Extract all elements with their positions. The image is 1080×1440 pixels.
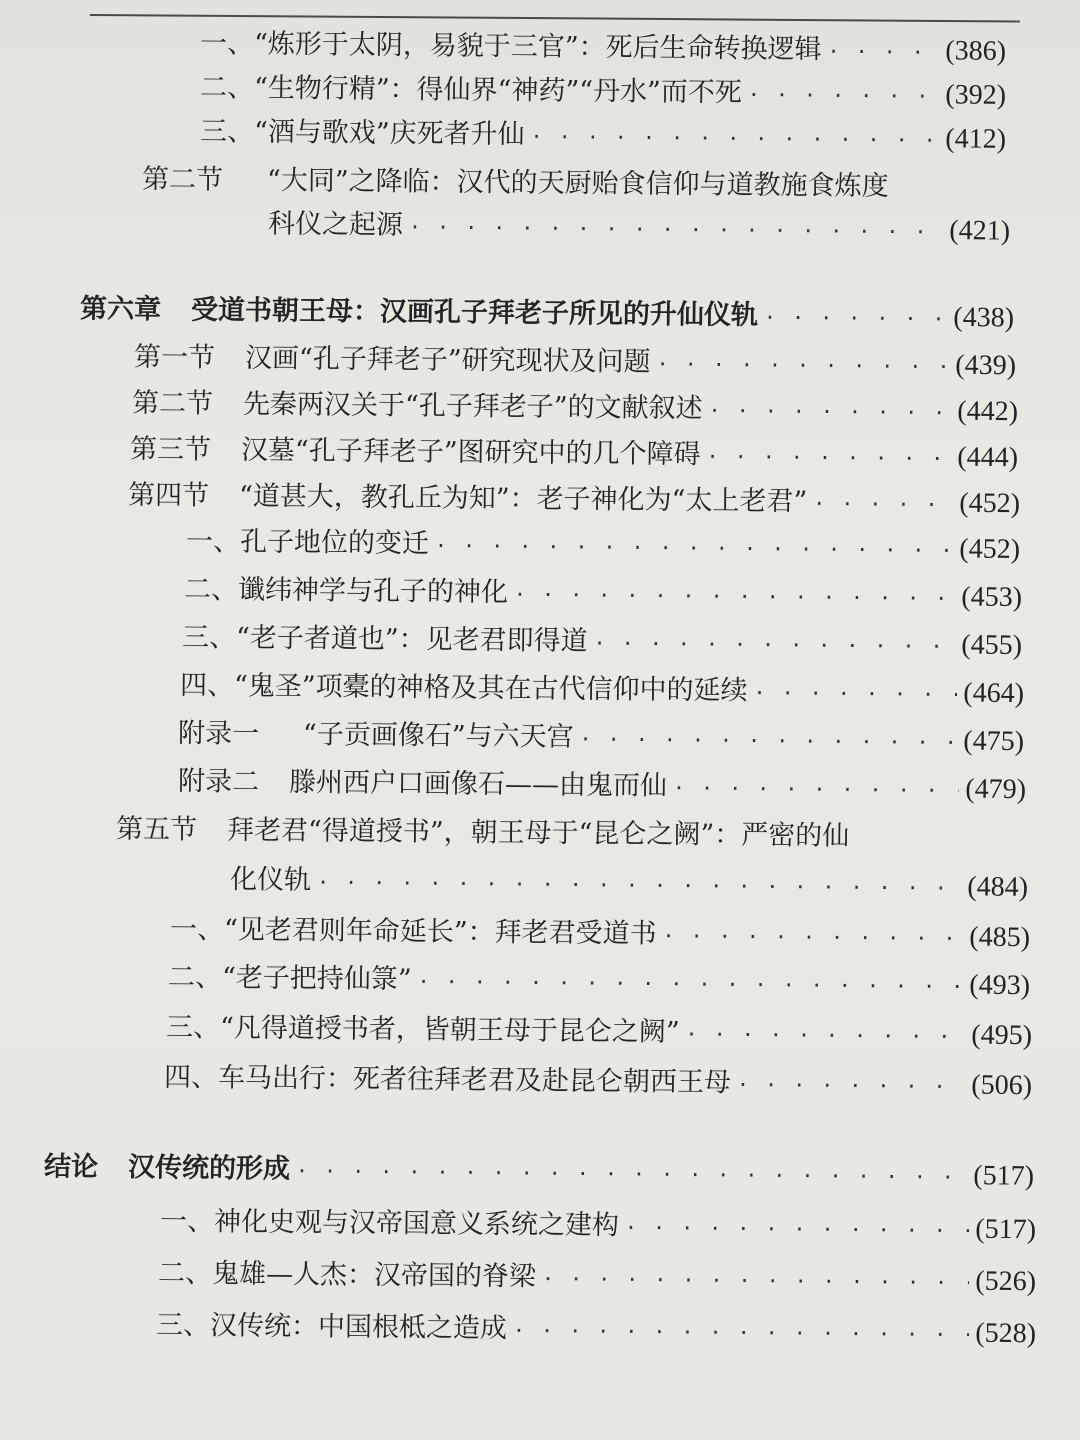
dot-leader — [662, 914, 963, 961]
toc-entry-continuation — [268, 202, 1010, 253]
toc-entry-page: (439) — [955, 349, 1017, 382]
toc-entry-continuation — [230, 858, 1028, 910]
dot-leader — [514, 572, 956, 620]
toc-chapter-heading — [44, 1145, 1034, 1199]
toc-entry-label: 三、 — [165, 1011, 221, 1044]
toc-entry-label: 附录一 — [177, 717, 260, 750]
dot-leader — [748, 72, 940, 118]
toc-entry-title: 孔子地位的变迁 — [239, 526, 430, 560]
toc-entry-title: “炼形于太阴，易貌于三官”：死后生命转换逻辑 — [253, 28, 822, 66]
toc-entry-title: 科仪之起源 — [267, 208, 404, 241]
toc-entry-page: (526) — [975, 1265, 1037, 1298]
toc-entry-page: (438) — [953, 301, 1015, 334]
toc-entry — [160, 1200, 1036, 1252]
toc-entry-page: (517) — [975, 1213, 1037, 1246]
toc-entry — [170, 908, 1030, 960]
toc-entry-label: 一、 — [199, 28, 255, 60]
toc-entry-title: 化仪轨 — [229, 864, 312, 896]
toc-entry-page: (455) — [961, 629, 1023, 662]
dot-leader — [417, 959, 963, 1008]
dot-leader — [542, 1256, 970, 1304]
toc-entry-page: (479) — [965, 773, 1027, 806]
toc-entry-title: 先秦两汉关于“孔子拜老子”的文献叙述 — [242, 388, 703, 425]
toc-entry-label: 第四节 — [127, 479, 210, 512]
toc-entry-page: (444) — [957, 441, 1019, 474]
toc-entry — [178, 760, 1026, 812]
toc-entry-label: 二、 — [199, 72, 255, 104]
toc-entry-title: “老子者道也”：见老君即得道 — [235, 622, 588, 657]
toc-entry — [184, 568, 1022, 620]
toc-entry-label: 三、 — [199, 116, 255, 148]
dot-leader — [656, 342, 949, 389]
toc-entry-page: (517) — [973, 1160, 1035, 1192]
toc-entry-title: 汉传统的形成 — [127, 1152, 291, 1185]
toc-entry-page: (528) — [975, 1317, 1037, 1350]
toc-entry-page: (412) — [945, 123, 1007, 155]
toc-entry-label: 一、 — [169, 913, 225, 946]
dot-leader — [753, 670, 957, 716]
toc-chapter-heading — [80, 288, 1014, 341]
toc-entry-page: (475) — [963, 725, 1025, 758]
toc-entry-page: (452) — [959, 487, 1021, 520]
toc-entry-label: 四、 — [163, 1061, 219, 1094]
dot-leader — [593, 621, 955, 668]
toc-entry-title: 车马出行：死者往拜老君及赴昆仑朝西王母 — [217, 1062, 732, 1099]
toc-entry-page: (464) — [963, 677, 1025, 710]
dot-leader — [673, 766, 960, 813]
toc-entry-title: 滕州西户口画像石——由鬼而仙 — [288, 766, 668, 802]
toc-entry-page: (485) — [969, 921, 1031, 954]
toc-entry — [178, 712, 1024, 764]
dot-leader — [530, 114, 939, 162]
dot-leader — [708, 388, 951, 434]
toc-entry-title: 受道书朝王母：汉画孔子拜老子所见的升仙仪轨 — [190, 294, 759, 332]
toc-entry-title: “生物行精”：得仙界“神药”“丹水”而不死 — [253, 72, 742, 109]
dot-leader — [625, 1205, 970, 1252]
toc-entry — [128, 474, 1020, 527]
toc-entry-page: (386) — [945, 35, 1007, 67]
toc-entry — [158, 1252, 1036, 1304]
toc-entry-label: 一、 — [185, 525, 241, 558]
toc-entry — [164, 1056, 1032, 1108]
toc-entry — [200, 66, 1006, 118]
toc-entry — [180, 664, 1024, 716]
toc-entry-page: (484) — [967, 871, 1029, 903]
toc-entry-label: 二、 — [157, 1257, 213, 1290]
toc-entry-label: 第五节 — [115, 813, 198, 846]
toc-entry-label: 四、 — [179, 669, 235, 702]
toc-entry-page: (421) — [949, 214, 1011, 247]
toc-entry — [116, 808, 1016, 861]
toc-entry-title: 拜老君“得道授书”，朝王母于“昆仑之阙”：严密的仙 — [226, 814, 850, 852]
toc-entry-title: “大同”之降临：汉代的天厨贻食信仰与道教施食炼度 — [266, 165, 889, 203]
toc-entry — [168, 956, 1030, 1008]
toc-entry — [132, 382, 1018, 435]
toc-entry-title: “酒与歌戏”庆死者升仙 — [253, 116, 525, 151]
toc-entry-label: 结论 — [43, 1151, 99, 1183]
toc-entry — [200, 110, 1006, 162]
toc-entry-title: 汉传统：中国根柢之造成 — [209, 1310, 508, 1345]
toc-entry-title: “子贡画像石”与六天宫 — [302, 719, 574, 753]
dot-leader — [706, 434, 951, 480]
toc-entry — [200, 22, 1006, 74]
dot-leader — [409, 205, 944, 254]
toc-entry-label: 二、 — [183, 573, 239, 606]
toc-entry-title: “老子把持仙箓” — [221, 962, 412, 996]
toc-entry-page: (442) — [957, 395, 1019, 428]
toc-entry — [156, 1304, 1036, 1356]
toc-entry-label: 第二节 — [141, 163, 224, 196]
toc-entry-label: 第三节 — [129, 433, 212, 466]
toc-entry — [166, 1006, 1032, 1058]
toc-entry-title: 汉墓“孔子拜老子”图研究中的几个障碍 — [240, 434, 701, 471]
toc-entry — [134, 336, 1016, 388]
toc-entry — [186, 520, 1020, 572]
toc-entry-label: 三、 — [155, 1309, 211, 1342]
toc-entry — [182, 616, 1022, 668]
toc-entry — [130, 428, 1018, 481]
toc-entry-label: 第一节 — [133, 341, 216, 374]
toc-entry-page: (452) — [959, 533, 1021, 566]
dot-leader — [296, 1149, 968, 1199]
toc-entry-title: 汉画“孔子拜老子”研究现状及问题 — [244, 342, 651, 378]
dot-leader — [813, 481, 954, 526]
toc-entry-label: 三、 — [181, 621, 237, 654]
toc-entry-label: 附录二 — [177, 765, 260, 798]
dot-leader — [317, 860, 962, 910]
toc-entry-label: 第二节 — [131, 387, 214, 420]
toc-entry-title: “凡得道授书者，皆朝王母于昆仑之阙” — [219, 1012, 680, 1048]
toc-entry-page: (392) — [945, 79, 1007, 111]
toc-entry-page: (493) — [969, 969, 1031, 1002]
top-rule — [90, 0, 1020, 22]
toc-entry-title: “道甚大，教孔丘为知”：老子神化为“太上老君” — [238, 480, 808, 518]
toc-entry-title: “见老君则年命延长”：拜老君受道书 — [223, 914, 657, 950]
toc-entry-label: 二、 — [167, 961, 223, 994]
toc-entry-label: 第六章 — [79, 293, 162, 326]
dot-leader — [579, 717, 957, 765]
toc-entry-label: 一、 — [159, 1205, 215, 1238]
dot-leader — [513, 1308, 970, 1356]
dot-leader — [435, 523, 954, 572]
toc-entry-title: 鬼雄—人杰：汉帝国的脊梁 — [211, 1258, 537, 1293]
toc-entry-page: (495) — [971, 1019, 1033, 1052]
toc-entry-page: (506) — [971, 1069, 1033, 1102]
dot-leader — [827, 29, 939, 74]
dot-leader — [737, 1062, 966, 1108]
toc-entry-title: 神化史观与汉帝国意义系统之建构 — [213, 1206, 620, 1242]
toc-entry-title: 谶纬神学与孔子的神化 — [237, 574, 509, 609]
toc-entry-page: (453) — [961, 581, 1023, 614]
dot-leader — [685, 1012, 965, 1059]
toc-entry-title: “鬼圣”项橐的神格及其在古代信仰中的延续 — [233, 670, 748, 707]
dot-leader — [764, 295, 948, 341]
